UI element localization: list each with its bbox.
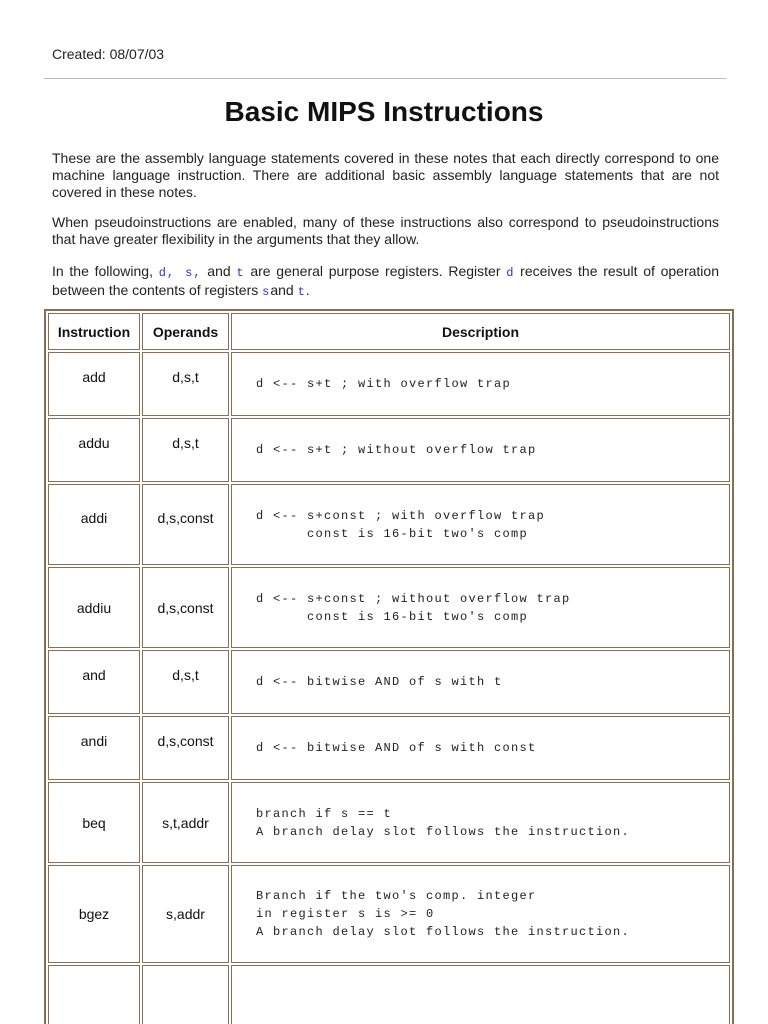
instruction-name: andi [80,733,108,749]
description-text: d <-- bitwise AND of s with t [256,675,503,689]
instruction-cell [48,650,140,714]
instruction-name: addu [78,435,110,451]
instruction-cell [48,716,140,780]
instruction-name: and [82,667,106,683]
operands-cell [142,484,229,565]
intro-text: are general purpose registers. Register [250,263,501,279]
column-header-instruction: Instruction [48,313,140,350]
operands-cell [142,352,229,416]
description-cell [231,650,730,714]
intro-text: . [305,282,310,298]
instruction-name: add [82,369,106,385]
created-date: Created: 08/07/03 [52,46,165,62]
operands-text: d,s,const [157,733,214,749]
intro-paragraph-3 [52,263,719,301]
operands-cell [142,418,229,482]
description-cell [231,782,730,863]
intro-text: and [270,282,294,298]
table-row [48,567,730,648]
column-header-operands: Operands [142,313,229,350]
instruction-cell [48,567,140,648]
description-cell [231,418,730,482]
register-s: s [262,285,271,299]
instruction-cell [48,782,140,863]
intro-text: and [207,263,231,279]
operands-text: d,s,const [157,509,214,526]
operands-text: s,addr [166,906,205,922]
register-t: t [297,285,306,299]
intro-paragraph-1: These are the assembly language statements covered in these notes that each directly correspond to one machine language instruction. There are additional basic assembly language statements that are not covered in these notes. [52,150,719,200]
instruction-cell [48,865,140,963]
instruction-name: addiu [76,599,112,616]
intro-text: In the following, [52,263,153,279]
instruction-table [44,309,734,1024]
description-text: d <-- s+const ; without overflow trap const is 16-bit two's comp [256,591,571,624]
table-row [48,865,730,963]
operands-cell [142,965,229,1024]
operands-text: d,s,t [172,435,199,451]
operands-text: d,s,t [172,667,199,683]
page-title: Basic MIPS Instructions [224,96,544,127]
description-cell [231,716,730,780]
description-cell [231,484,730,565]
description-text: d <-- s+const ; with overflow trap const is 16-bit two's comp [256,508,546,541]
instruction-name: bgez [78,906,110,922]
description-text: Branch if the two's comp. integer in register s is >= 0 A branch delay slot follows the instruction. [256,889,631,939]
description-cell [231,567,730,648]
operands-text: s,t,addr [162,814,209,831]
operands-cell [142,782,229,863]
table-row [48,716,730,780]
instruction-table-container [44,309,734,1024]
instruction-cell [48,418,140,482]
table-row [48,782,730,863]
description-cell [231,352,730,416]
description-cell [231,965,730,1024]
register-names: d, s, [158,266,202,280]
table-row [48,650,730,714]
header-divider [44,78,726,79]
intro-paragraph-2: When pseudoinstructions are enabled, many of these instructions also correspond to pseudoinstructions that have greater flexibility in the arguments that they allow. [52,214,719,247]
instruction-cell [48,352,140,416]
operands-cell [142,865,229,963]
operands-cell [142,716,229,780]
operands-text: d,s,t [172,369,199,385]
description-text: branch if s == t A branch delay slot follows the instruction. [256,806,631,839]
intro-text: receives the result of operation between the contents of registers [52,263,719,298]
description-text: d <-- bitwise AND of s with const [256,741,537,755]
instruction-cell [48,965,140,1024]
instruction-name: addi [80,509,108,526]
table-row [48,418,730,482]
instruction-name: beq [82,814,106,831]
instruction-cell [48,484,140,565]
register-t: t [236,266,245,280]
description-cell [231,865,730,963]
description-text: d <-- s+t ; without overflow trap [256,443,537,457]
operands-cell [142,650,229,714]
description-text: d <-- s+t ; with overflow trap [256,377,512,391]
table-header-row [48,313,730,350]
register-d: d [506,266,515,280]
table-row [48,965,730,1024]
column-header-description: Description [231,313,730,350]
table-row [48,352,730,416]
operands-cell [142,567,229,648]
table-row [48,484,730,565]
operands-text: d,s,const [157,599,214,616]
